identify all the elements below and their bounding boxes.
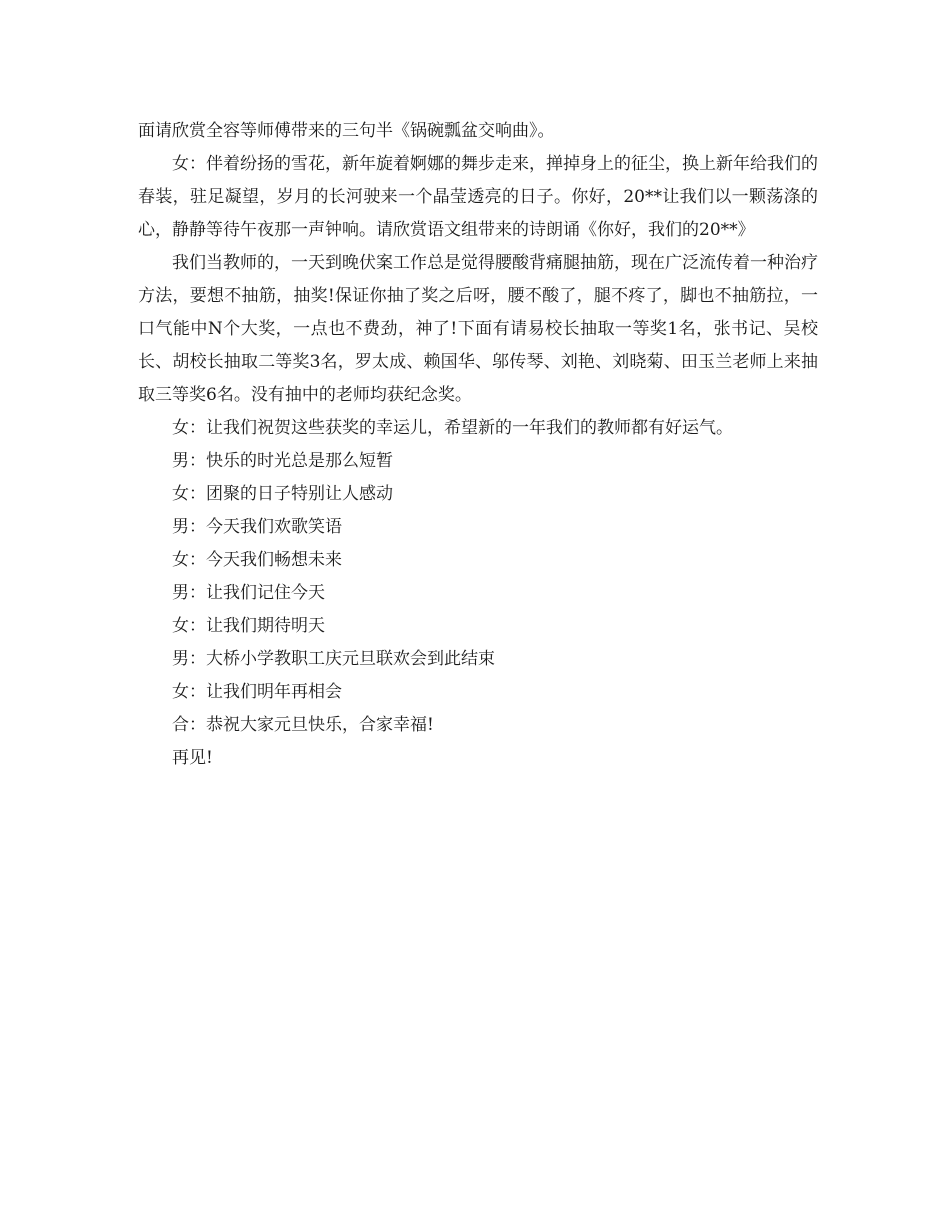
paragraph-female-opening: 女：伴着纷扬的雪花，新年旋着婀娜的舞步走来，掸掉身上的征尘，换上新年给我们的春装，驻足凝望，岁月的长河驶来一个晶莹透亮的日子。你好，20**让我们以一颗荡涤的心，静静等待午夜那一声钟响。请欣赏语文组带来的诗朗诵《你好，我们的20**》: [138, 154, 818, 240]
dialogue-line: 女：让我们祝贺这些获奖的幸运儿，希望新的一年我们的教师都有好运气。: [172, 418, 733, 438]
dialogue-line: 男：大桥小学教职工庆元旦联欢会到此结束: [172, 649, 495, 669]
dialogue-line: 男：快乐的时光总是那么短暂: [172, 451, 393, 471]
dialogue-line: 女：让我们期待明天: [172, 616, 325, 636]
dialogue-line-together: 合：恭祝大家元旦快乐，合家幸福!: [172, 715, 434, 735]
dialogue-line: 女：团聚的日子特别让人感动: [172, 484, 393, 504]
paragraph-intro: 面请欣赏全容等师傅带来的三句半《锅碗瓢盆交响曲》。: [138, 121, 555, 141]
paragraph-lottery: 我们当教师的，一天到晚伏案工作总是觉得腰酸背痛腿抽筋，现在广泛流传着一种治疗方法，要想不抽筋，抽奖!保证你抽了奖之后呀，腰不酸了，腿不疼了，脚也不抽筋拉，一口气能中N个大奖，一点也不费劲，神了!下面有请易校长抽取一等奖1名，张书记、吴校长、胡校长抽取二等奖3名，罗太成、赖国华、邬传琴、刘艳、刘晓菊、田玉兰老师上来抽取三等奖6名。没有抽中的老师均获纪念奖。: [138, 253, 818, 405]
document-body: [138, 115, 818, 775]
dialogue-line: 女：让我们明年再相会: [172, 682, 342, 702]
dialogue-line: 女：今天我们畅想未来: [172, 550, 342, 570]
closing-line: 再见!: [172, 748, 213, 768]
dialogue-line: 男：今天我们欢歌笑语: [172, 517, 342, 537]
dialogue-line: 男：让我们记住今天: [172, 583, 325, 603]
